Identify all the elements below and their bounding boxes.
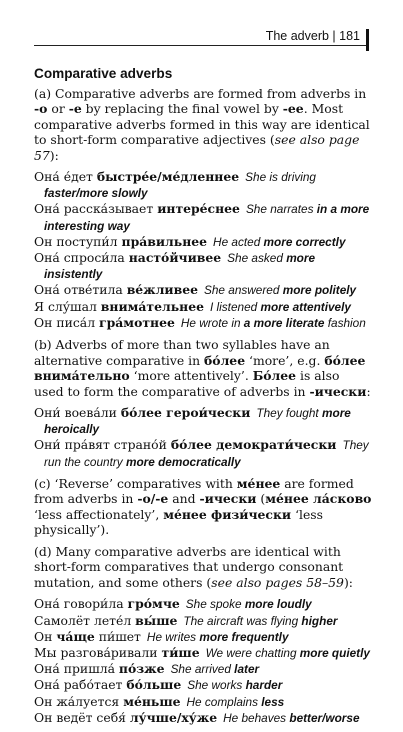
russian-text: Она́ пришла́ (34, 661, 119, 677)
paragraph-a: (a) Comparative adverbs are formed from adverbs in -o or -e by replacing the final vowel by -ee. Most comparative adverbs formed in this way are identical to short-form comparative adjectives (see also page 57): (34, 85, 370, 163)
paragraph-b: (b) Adverbs of more than two syllables have an alternative comparative in бо́лее ‘more’, e.g. бо́лее внима́тельно ‘more attentively’. Бо́лее is also used to form the comparative of adverbs in -ически: (34, 337, 371, 399)
russian-adverb: ти́ше (161, 644, 200, 660)
example-line (34, 661, 372, 677)
section-title: Comparative adverbs (34, 66, 173, 81)
russian-text: Он поступи́л (34, 233, 122, 249)
english-gloss: I listened (209, 299, 261, 314)
example-line (34, 596, 372, 612)
russian-adverb: бо́лее демократи́чески (170, 437, 337, 453)
russian-adverb: ве́жливее (126, 282, 198, 298)
running-title: The adverb | 181 (265, 29, 360, 43)
russian-text: Он писа́л (34, 314, 100, 330)
english-gloss: He writes (146, 629, 200, 644)
example-line (34, 629, 372, 645)
english-adverb: more democratically (125, 454, 241, 469)
russian-text: Он жа́луется (34, 693, 124, 709)
example-line (34, 169, 372, 201)
english-gloss: He acted (213, 234, 264, 249)
english-gloss: She narrates (245, 202, 317, 217)
english-adverb: faster/more slowly (44, 186, 148, 201)
english-adverb: more loudly (244, 597, 312, 612)
english-adverb: more frequently (199, 629, 289, 644)
russian-adverb: гро́мче (127, 596, 180, 612)
running-header (34, 23, 369, 46)
english-gloss-tail: fashion (324, 315, 366, 330)
paragraph-c: (c) ‘Reverse’ comparatives with ме́нее are formed from adverbs in -o/-e and -ически (ме́нее ла́сково ‘less affectionately’, ме́нее физи́чески ‘less physically’). (34, 475, 372, 538)
english-adverb: less (261, 694, 285, 709)
english-gloss: We were chatting (205, 645, 300, 660)
english-adverb: higher (301, 613, 338, 628)
english-adverb: later (234, 662, 260, 677)
russian-adverb: пра́вильнее (121, 233, 208, 249)
english-gloss: They fought (256, 406, 322, 421)
russian-adverb: по́зже (118, 661, 165, 677)
english-gloss: He complains (186, 694, 262, 709)
english-gloss: She arrived (170, 662, 235, 677)
english-adverb: a more literate (243, 315, 325, 330)
english-gloss: He wrote in (180, 315, 244, 330)
russian-adverb: бо́льше (126, 677, 182, 693)
english-gloss: She works (187, 678, 246, 693)
paragraph-d: (d) Many comparative adverbs are identical with short-form comparatives that undergo consonant mutation, and some others (see also pages 58–59): (34, 543, 353, 590)
example-line (34, 405, 372, 437)
example-line (34, 710, 372, 726)
russian-text: Она́ говори́ла (34, 596, 128, 612)
russian-adverb: ме́ньше (123, 693, 181, 709)
english-adverb: more politely (282, 283, 357, 298)
english-adverb: more correctly (263, 234, 346, 249)
russian-adverb: лу́чше/ху́же (129, 709, 218, 725)
example-line (34, 645, 372, 661)
russian-adverb: бо́лее герои́чески (120, 405, 251, 421)
russian-adverb: гра́мотнее (99, 314, 175, 330)
russian-adverb: вы́ше (135, 612, 178, 628)
russian-text: Она́ рабо́тает (34, 677, 127, 693)
russian-text: Самолёт лете́л (34, 612, 136, 628)
russian-text: Я слу́шал (34, 298, 101, 314)
english-gloss: She asked (227, 251, 287, 266)
russian-text-tail: пи́шет (94, 628, 141, 644)
russian-adverb: быстре́е/ме́дленнее (96, 169, 240, 184)
english-gloss: She is driving (245, 170, 316, 184)
english-gloss: The aircraft was flying (183, 613, 302, 628)
russian-adverb: внима́тельнее (100, 298, 204, 314)
russian-text: Он ведёт себя́ (34, 709, 130, 725)
english-adverb: more insistently (44, 251, 316, 282)
example-line (34, 234, 372, 250)
english-adverb: more heroically (44, 406, 351, 437)
russian-adverb: ча́ще (56, 628, 95, 644)
english-gloss: She answered (204, 283, 283, 298)
russian-text: Она́ отве́тила (34, 282, 127, 298)
example-line (34, 315, 372, 331)
english-adverb: more attentively (260, 299, 351, 314)
example-line (34, 201, 372, 233)
russian-adverb: интере́снее (157, 201, 240, 217)
examples-d (34, 596, 372, 726)
russian-text: Она́ расска́зывает (34, 201, 158, 217)
page-content (34, 66, 372, 732)
english-adverb: in a more interesting way (44, 202, 370, 233)
examples-b (34, 405, 372, 470)
russian-text: Они́ пра́вят страно́й (34, 437, 171, 453)
example-line (34, 282, 372, 298)
russian-text: Они́ воева́ли (34, 405, 121, 421)
russian-text: Она́ спроси́ла (34, 250, 129, 266)
english-gloss: He behaves (223, 710, 290, 725)
examples-a (34, 169, 372, 331)
example-line (34, 677, 372, 693)
english-gloss: They run the country (44, 438, 369, 469)
example-line (34, 299, 372, 315)
english-adverb: more quietly (299, 645, 370, 660)
russian-text: Мы разгова́ривали (34, 644, 162, 660)
example-line (34, 250, 372, 282)
example-line (34, 437, 372, 469)
english-gloss: She spoke (185, 597, 245, 612)
russian-text: Он (34, 628, 57, 644)
header-rule-mark (366, 29, 369, 51)
example-line (34, 613, 372, 629)
russian-text: Она́ е́дет (34, 169, 97, 184)
russian-adverb: насто́йчивее (128, 250, 222, 266)
english-adverb: better/worse (289, 710, 360, 725)
english-adverb: harder (245, 678, 283, 693)
example-line (34, 694, 372, 710)
